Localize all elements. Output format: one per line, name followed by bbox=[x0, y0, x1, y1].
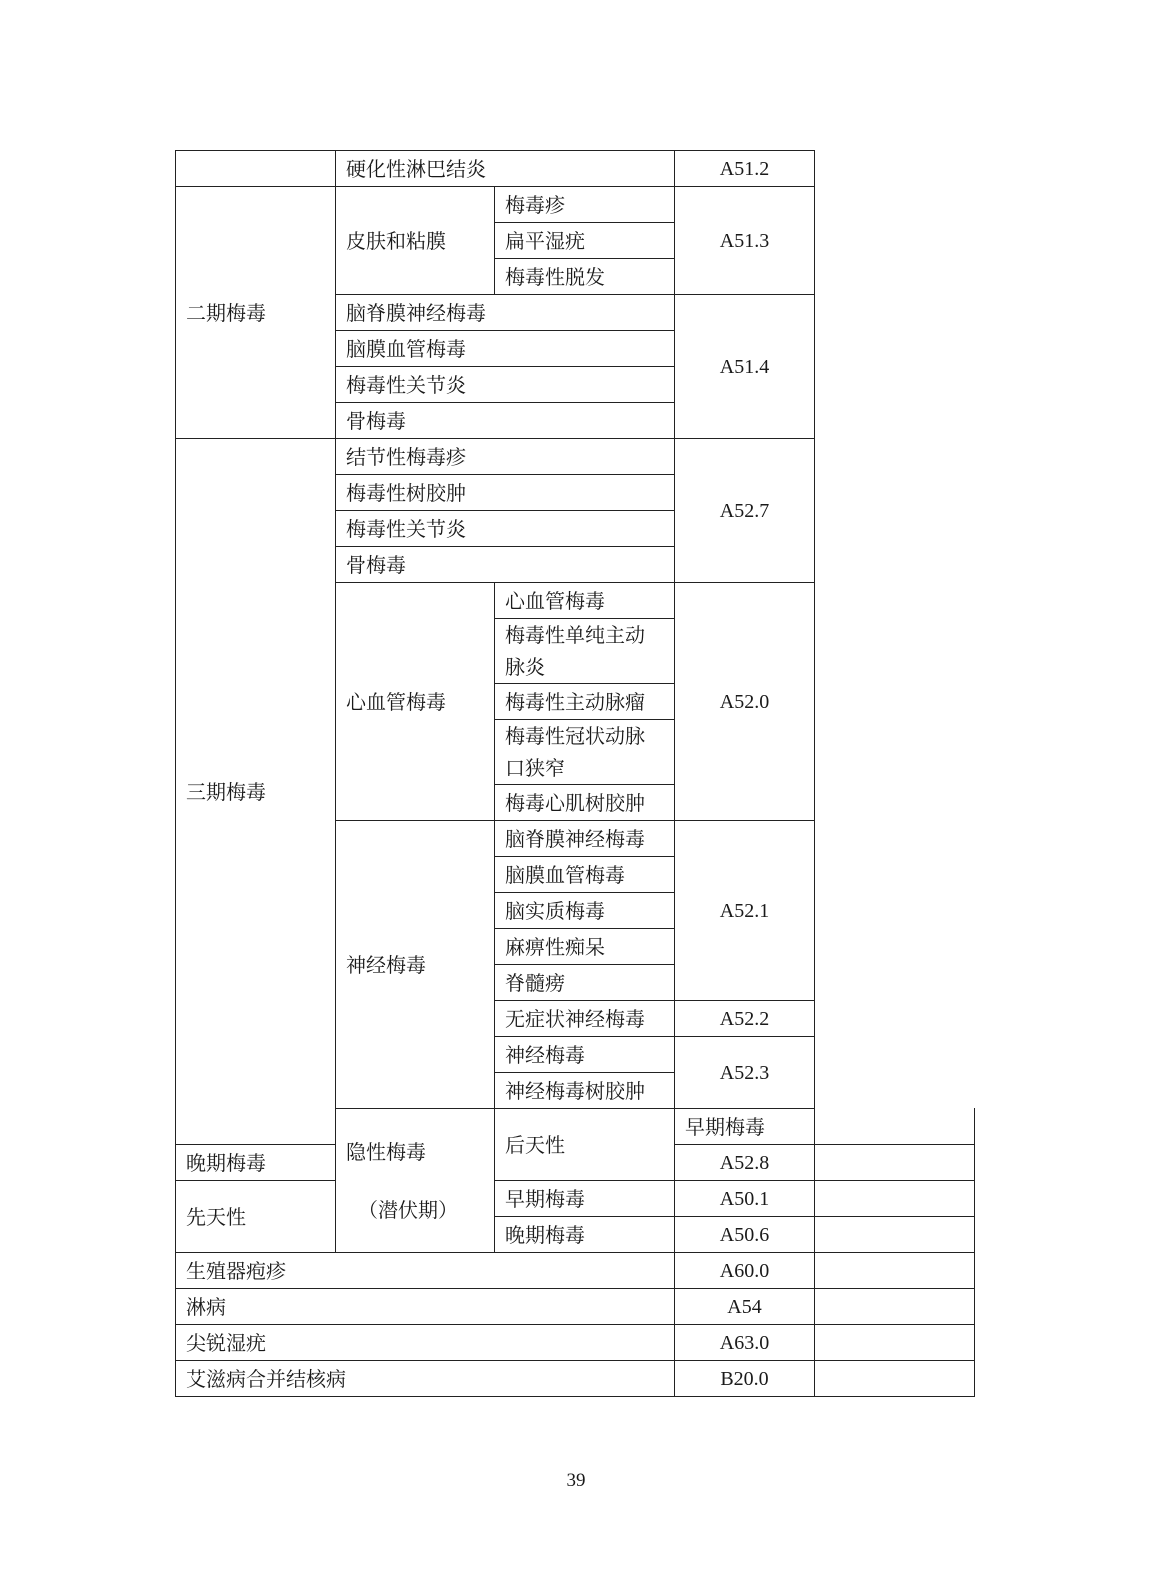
disease-name: 结节性梅毒疹 bbox=[336, 439, 675, 475]
disease-name: 梅毒性关节炎 bbox=[336, 511, 675, 547]
table-row bbox=[176, 1253, 975, 1289]
disease-name: 脑脊膜神经梅毒 bbox=[495, 821, 675, 857]
icd-code: A52.7 bbox=[675, 439, 815, 583]
table-row bbox=[176, 1289, 975, 1325]
table-row bbox=[176, 1181, 975, 1217]
icd-code: A54 bbox=[675, 1289, 815, 1325]
subcategory-label: 先天性 bbox=[176, 1181, 336, 1253]
disease-name: 梅毒性树胶肿 bbox=[336, 475, 675, 511]
table-cell-empty bbox=[815, 1181, 975, 1217]
disease-name: 尖锐湿疣 bbox=[176, 1325, 675, 1361]
disease-name: 梅毒心肌树胶肿 bbox=[495, 785, 675, 821]
disease-name: 脑脊膜神经梅毒 bbox=[336, 295, 675, 331]
subcategory-label: 心血管梅毒 bbox=[336, 583, 495, 821]
disease-name: 心血管梅毒 bbox=[495, 583, 675, 619]
table-row bbox=[176, 1361, 975, 1397]
disease-name: 晚期梅毒 bbox=[176, 1145, 336, 1181]
icd-code: A50.1 bbox=[675, 1181, 815, 1217]
disease-name: 骨梅毒 bbox=[336, 403, 675, 439]
latent-label-line1: 隐性梅毒 bbox=[346, 1139, 426, 1164]
table-cell-empty bbox=[815, 1217, 975, 1253]
icd-code: A52.0 bbox=[675, 583, 815, 821]
icd-code: A52.3 bbox=[675, 1037, 815, 1109]
disease-code-table bbox=[175, 150, 975, 1397]
category-label: 三期梅毒 bbox=[176, 439, 336, 1145]
icd-code: A51.3 bbox=[675, 187, 815, 295]
table-cell-empty bbox=[176, 151, 336, 187]
disease-name: 梅毒性冠状动脉口狭窄 bbox=[495, 720, 675, 785]
table-cell-empty bbox=[815, 1289, 975, 1325]
table-row bbox=[176, 151, 975, 187]
category-label: 二期梅毒 bbox=[176, 187, 336, 439]
disease-name: 骨梅毒 bbox=[336, 547, 675, 583]
disease-name: 生殖器疱疹 bbox=[176, 1253, 675, 1289]
subcategory-label: 神经梅毒 bbox=[336, 821, 495, 1109]
disease-name: 神经梅毒 bbox=[495, 1037, 675, 1073]
table-cell-empty bbox=[815, 1253, 975, 1289]
disease-name: 扁平湿疣 bbox=[495, 223, 675, 259]
disease-name: 硬化性淋巴结炎 bbox=[336, 151, 675, 187]
icd-code: A51.2 bbox=[675, 151, 815, 187]
disease-name: 脑实质梅毒 bbox=[495, 893, 675, 929]
icd-code: B20.0 bbox=[675, 1361, 815, 1397]
disease-name: 梅毒性关节炎 bbox=[336, 367, 675, 403]
disease-name: 麻痹性痴呆 bbox=[495, 929, 675, 965]
icd-code: A52.1 bbox=[675, 821, 815, 1001]
category-label bbox=[336, 1109, 495, 1253]
subcategory-label: 皮肤和粘膜 bbox=[336, 187, 495, 295]
disease-name: 梅毒性单纯主动脉炎 bbox=[495, 619, 675, 684]
subcategory-label: 后天性 bbox=[495, 1109, 675, 1181]
icd-code: A50.6 bbox=[675, 1217, 815, 1253]
disease-name: 艾滋病合并结核病 bbox=[176, 1361, 675, 1397]
icd-code: A60.0 bbox=[675, 1253, 815, 1289]
disease-name: 梅毒性脱发 bbox=[495, 259, 675, 295]
icd-code: A52.8 bbox=[675, 1145, 815, 1181]
disease-name: 神经梅毒树胶肿 bbox=[495, 1073, 675, 1109]
table-blank-column bbox=[815, 151, 975, 1145]
icd-code: A63.0 bbox=[675, 1325, 815, 1361]
table-cell-empty bbox=[815, 1325, 975, 1361]
page-number: 39 bbox=[566, 1470, 586, 1491]
icd-code: A52.2 bbox=[675, 1001, 815, 1037]
disease-name: 梅毒性主动脉瘤 bbox=[495, 684, 675, 720]
disease-name: 淋病 bbox=[176, 1289, 675, 1325]
table-cell-empty bbox=[815, 1361, 975, 1397]
disease-name: 早期梅毒 bbox=[675, 1109, 815, 1145]
disease-name: 脑膜血管梅毒 bbox=[336, 331, 675, 367]
table-cell-empty bbox=[815, 1145, 975, 1181]
disease-name: 晚期梅毒 bbox=[495, 1217, 675, 1253]
table-row bbox=[176, 1325, 975, 1361]
disease-name: 早期梅毒 bbox=[495, 1181, 675, 1217]
disease-name: 脊髓痨 bbox=[495, 965, 675, 1001]
latent-label-line2: （潜伏期） bbox=[358, 1197, 458, 1222]
icd-code: A51.4 bbox=[675, 295, 815, 439]
disease-name: 无症状神经梅毒 bbox=[495, 1001, 675, 1037]
disease-name: 梅毒疹 bbox=[495, 187, 675, 223]
disease-name: 脑膜血管梅毒 bbox=[495, 857, 675, 893]
